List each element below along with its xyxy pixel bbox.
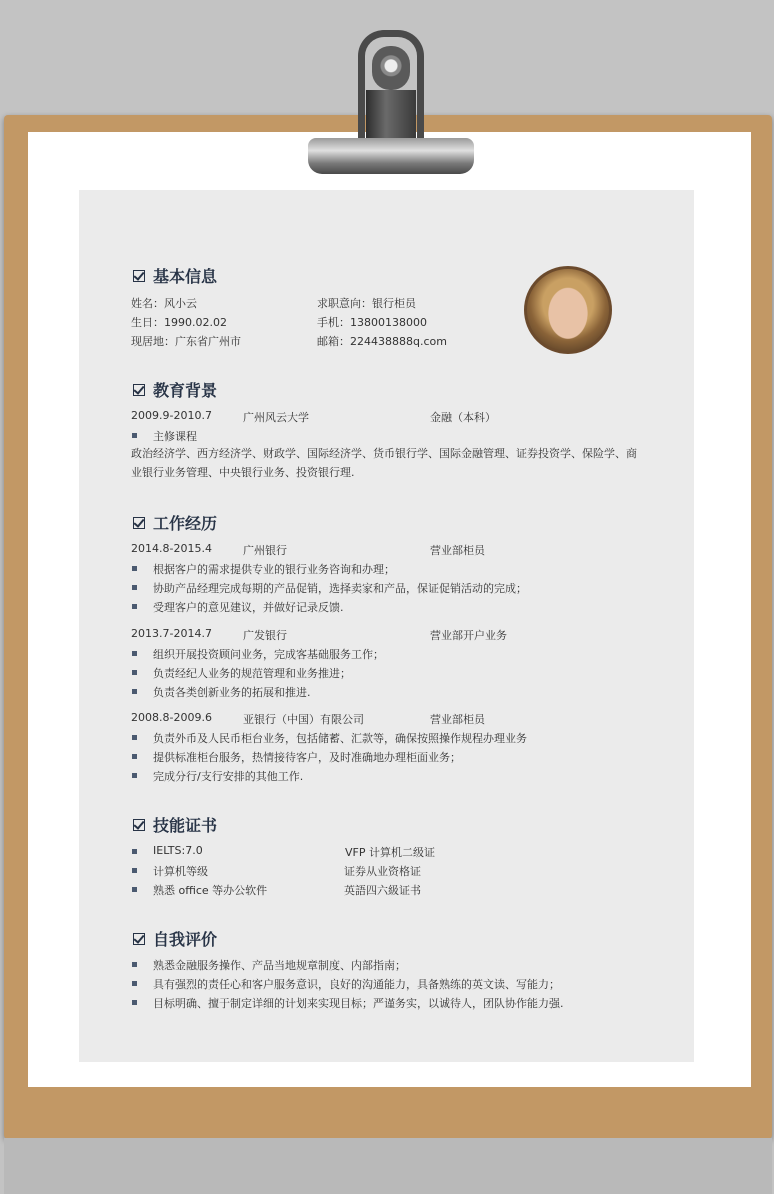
- checkbox-icon: [133, 933, 145, 945]
- section-education-title: 教育背景: [133, 378, 217, 401]
- bullet-icon: [132, 689, 137, 694]
- bullet-icon: [132, 566, 137, 571]
- basic-email: 邮箱：224438888q.com: [317, 335, 447, 348]
- clip-body: [366, 90, 416, 140]
- basic-intent: 求职意向：银行柜员: [317, 297, 416, 310]
- checkbox-icon: [133, 384, 145, 396]
- job-company: 广发银行: [243, 629, 287, 642]
- basic-name: 姓名：风小云: [131, 297, 197, 310]
- section-work-title: 工作经历: [133, 511, 217, 534]
- job-period: 2008.8-2009.6: [131, 711, 212, 724]
- checkbox-icon: [133, 819, 145, 831]
- job-period: 2014.8-2015.4: [131, 542, 212, 555]
- section-self-title: 自我评价: [133, 927, 217, 950]
- bullet-icon: [132, 868, 137, 873]
- job-duty: 受理客户的意见建议，并做好记录反馈.: [153, 601, 344, 614]
- bullet-icon: [132, 887, 137, 892]
- avatar: [524, 266, 612, 354]
- basic-residence: 现居地：广东省广州市: [131, 335, 241, 348]
- skill-item: 熟悉 office 等办公软件: [153, 884, 268, 897]
- education-period: 2009.9-2010.7: [131, 409, 212, 422]
- job-duty: 负责外币及人民币柜台业务，包括储蓄、汇款等，确保按照操作规程办理业务: [153, 732, 527, 745]
- checkbox-icon: [133, 270, 145, 282]
- self-item: 熟悉金融服务操作、产品当地规章制度、内部指南；: [153, 959, 406, 972]
- bullet-icon: [132, 773, 137, 778]
- bullet-icon: [132, 1000, 137, 1005]
- job-duty: 组织开展投资顾问业务，完成客基础服务工作；: [153, 648, 384, 661]
- job-duty: 协助产品经理完成每期的产品促销，选择卖家和产品，保证促销活动的完成；: [153, 582, 527, 595]
- job-position: 营业部柜员: [430, 544, 485, 557]
- self-item: 目标明确、擅于制定详细的计划来实现目标；严谨务实，以诚待人，团队协作能力强.: [153, 997, 564, 1010]
- job-position: 营业部开户业务: [430, 629, 507, 642]
- job-duty: 提供标准柜台服务，热情接待客户，及时准确地办理柜面业务；: [153, 751, 461, 764]
- checkbox-icon: [133, 517, 145, 529]
- education-school: 广州风云大学: [243, 411, 309, 424]
- education-courses: 政治经济学、西方经济学、财政学、国际经济学、货币银行学、国际金融管理、证券投资学、保险学、商业银行业务管理、中央银行业务、投资银行理.: [131, 447, 637, 479]
- skill-item: VFP 计算机二级证: [345, 846, 435, 859]
- basic-phone: 手机：13800138000: [317, 316, 427, 329]
- job-company: 亚银行（中国）有限公司: [243, 713, 364, 726]
- skill-item: IELTS:7.0: [153, 844, 203, 857]
- job-duty: 完成分行/支行安排的其他工作.: [153, 770, 304, 783]
- clip-rivet-icon: [372, 46, 410, 90]
- job-company: 广州银行: [243, 544, 287, 557]
- bullet-icon: [132, 962, 137, 967]
- job-duty: 负责经纪人业务的规范管理和业务推进；: [153, 667, 351, 680]
- section-skills-title: 技能证书: [133, 813, 217, 836]
- self-item: 具有强烈的责任心和客户服务意识，良好的沟通能力，具备熟练的英文读、写能力；: [153, 978, 560, 991]
- skill-item: 英語四六級证书: [344, 884, 421, 897]
- bullet-icon: [132, 604, 137, 609]
- bullet-icon: [132, 651, 137, 656]
- skill-item: 计算机等级: [153, 865, 208, 878]
- education-major: 金融（本科）: [430, 411, 496, 424]
- bullet-icon: [132, 754, 137, 759]
- background-floor: [4, 1138, 772, 1194]
- job-duty: 负责各类创新业务的拓展和推进.: [153, 686, 311, 699]
- section-basic-title: 基本信息: [133, 264, 217, 287]
- job-period: 2013.7-2014.7: [131, 627, 212, 640]
- bullet-icon: [132, 735, 137, 740]
- bullet-icon: [132, 981, 137, 986]
- bullet-icon: [132, 670, 137, 675]
- job-position: 营业部柜员: [430, 713, 485, 726]
- education-courses-label: 主修课程: [153, 430, 197, 443]
- job-duty: 根据客户的需求提供专业的银行业务咨询和办理；: [153, 563, 395, 576]
- clip-base: [308, 138, 474, 174]
- bullet-icon: [132, 585, 137, 590]
- basic-birth: 生日：1990.02.02: [131, 316, 227, 329]
- bullet-icon: [132, 433, 137, 438]
- bullet-icon: [132, 849, 137, 854]
- skill-item: 证券从业资格证: [344, 865, 421, 878]
